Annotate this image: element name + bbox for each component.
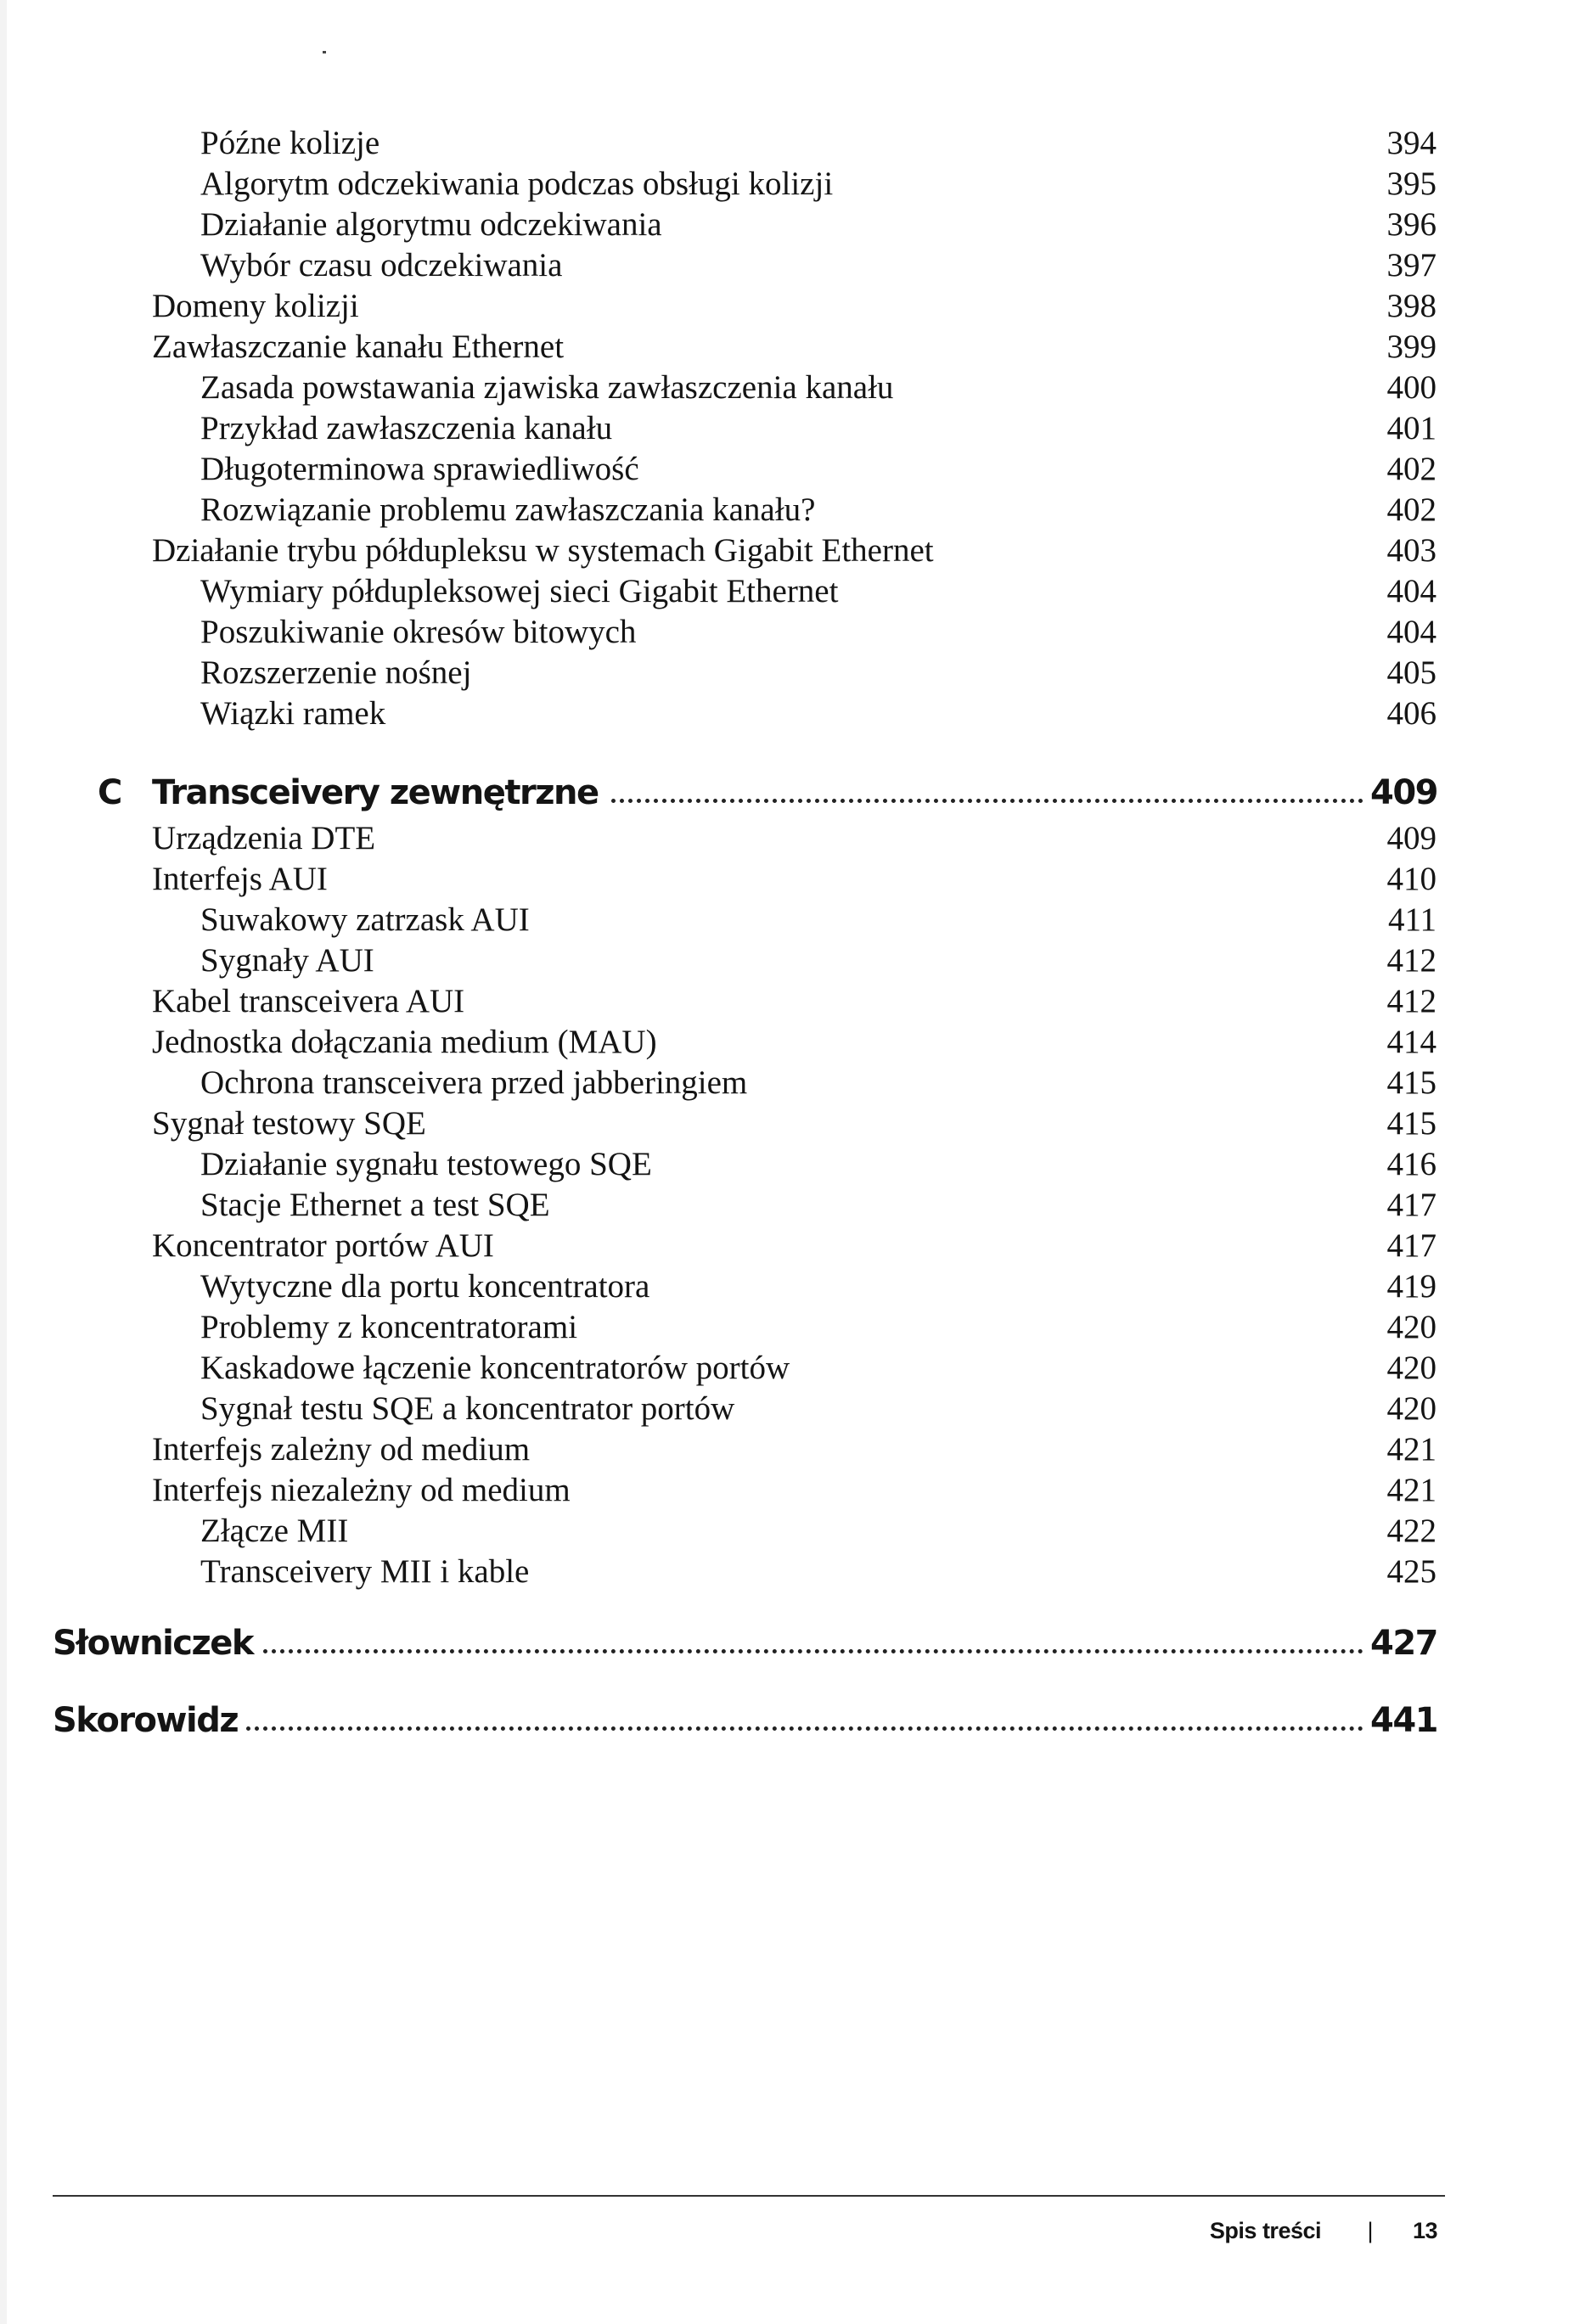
footer-page-number: 13 [1412,2218,1437,2243]
toc-entry-title: Interfejs AUI [152,861,328,897]
toc-entry[interactable] [0,368,1580,408]
toc-entry-title: Zasada powstawania zjawiska zawłaszczenia kanału [200,369,894,406]
toc-entry-page: 404 [1386,614,1437,650]
heading-skorowidz[interactable] [0,1697,1580,1744]
toc-entry-page: 396 [1386,206,1437,243]
toc-entry-title: Sygnały AUI [200,942,374,979]
chapter-page: 409 [1365,769,1437,817]
toc-entry-page: 397 [1386,247,1437,283]
toc-entry-title: Działanie trybu półdupleksu w systemach Gigabit Ethernet [152,532,934,569]
dot-leader [509,794,1397,803]
toc-entry-title: Urządzenia DTE [152,820,376,856]
toc-entry[interactable] [0,1063,1580,1103]
toc-entry-page: 402 [1386,451,1437,487]
toc-entry[interactable] [0,859,1580,900]
toc-entry-page: 411 [1387,901,1437,938]
toc-entry[interactable] [0,1348,1580,1389]
toc-entry-title: Suwakowy zatrzask AUI [200,901,530,938]
toc-entry-page: 403 [1386,532,1437,569]
toc-entry-page: 405 [1386,654,1437,691]
toc-entry-page: 417 [1386,1227,1437,1264]
toc-entry[interactable] [0,1022,1580,1063]
toc-entry-page: 420 [1386,1309,1437,1345]
toc-entry-title: Algorytm odczekiwania podczas obsługi kolizji [200,166,834,202]
toc-entry[interactable] [0,981,1580,1022]
toc-entry[interactable] [0,1144,1580,1185]
toc-entry[interactable] [0,693,1580,734]
toc-entry[interactable] [0,245,1580,286]
toc-entry[interactable] [0,408,1580,449]
footer-section-title: Spis treści [1209,2218,1321,2243]
toc-entry[interactable] [0,1185,1580,1226]
toc-entry-title: Wytyczne dla portu koncentratora [200,1268,650,1305]
toc-entry-page: 402 [1386,491,1437,528]
toc-entry-title: Rozszerzenie nośnej [200,654,472,691]
toc-entry[interactable] [0,1103,1580,1144]
toc-entry-page: 414 [1386,1024,1437,1060]
toc-entry-page: 420 [1386,1350,1437,1386]
toc-entry[interactable] [0,1511,1580,1552]
toc-entry-page: 401 [1386,410,1437,446]
toc-entry-title: Długoterminowa sprawiedliwość [200,451,639,487]
toc-entry-page: 422 [1386,1513,1437,1549]
toc-entry-page: 415 [1386,1105,1437,1142]
toc-entry[interactable] [0,1552,1580,1592]
toc-entry-title: Przykład zawłaszczenia kanału [200,410,613,446]
toc-entry[interactable] [0,1266,1580,1307]
toc-entry[interactable] [0,530,1580,571]
toc-entry[interactable] [0,1470,1580,1511]
chapter-heading-c[interactable] [0,769,1580,817]
toc-entry-page: 412 [1386,942,1437,979]
heading-slowniczek[interactable] [0,1620,1580,1667]
toc-entry[interactable] [0,818,1580,859]
toc-entry[interactable] [0,1307,1580,1348]
scan-mark [323,51,326,53]
toc-entry-title: Problemy z koncentratorami [200,1309,578,1345]
toc-entry[interactable] [0,327,1580,368]
toc-entry-page: 398 [1386,288,1437,324]
toc-entry-title: Późne kolizje [200,125,380,161]
dot-leader [238,1721,1397,1731]
toc-entry-page: 395 [1386,166,1437,202]
toc-entry[interactable] [0,1226,1580,1266]
chapter-title: Transceivery zewnętrzne [152,769,607,817]
toc-entry[interactable] [0,490,1580,530]
toc-entry-page: 409 [1386,820,1437,856]
toc-entry[interactable] [0,653,1580,693]
toc-entry-title: Sygnał testowy SQE [152,1105,426,1142]
toc-entry-page: 416 [1386,1146,1437,1182]
slowniczek-page: 427 [1365,1620,1437,1667]
toc-entry-title: Stacje Ethernet a test SQE [200,1187,550,1223]
toc-entry-page: 415 [1386,1064,1437,1101]
toc-entry[interactable] [0,449,1580,490]
toc-entry-page: 417 [1386,1187,1437,1223]
toc-entry-title: Transceivery MII i kable [200,1553,530,1590]
toc-entry[interactable] [0,940,1580,981]
toc-entry-page: 410 [1386,861,1437,897]
toc-entry-title: Interfejs zależny od medium [152,1431,531,1468]
toc-entry-title: Złącze MII [200,1513,349,1549]
toc-entry[interactable] [0,286,1580,327]
toc-entry-title: Kaskadowe łączenie koncentratorów portów [200,1350,790,1386]
toc-entry[interactable] [0,612,1580,653]
toc-entry[interactable] [0,164,1580,205]
toc-entry-page: 406 [1386,695,1437,732]
toc-entry-title: Wiązki ramek [200,695,386,732]
toc-entry-title: Domeny kolizji [152,288,359,324]
toc-entry-title: Działanie sygnału testowego SQE [200,1146,652,1182]
toc-entry[interactable] [0,900,1580,940]
toc-entry-page: 399 [1386,328,1437,365]
toc-entry[interactable] [0,1429,1580,1470]
toc-entry-title: Wymiary półdupleksowej sieci Gigabit Ethernet [200,573,839,609]
toc-entry-page: 419 [1386,1268,1437,1305]
toc-entry-title: Wybór czasu odczekiwania [200,247,563,283]
skorowidz-page: 441 [1365,1697,1437,1744]
toc-entry-page: 412 [1386,983,1437,1019]
slowniczek-title: Słowniczek [53,1620,261,1667]
toc-entry-title: Koncentrator portów AUI [152,1227,494,1264]
toc-entry-page: 400 [1386,369,1437,406]
toc-entry-title: Poszukiwanie okresów bitowych [200,614,637,650]
toc-entry-page: 425 [1386,1553,1437,1590]
footer-separator: | [1367,2218,1373,2243]
toc-entry[interactable] [0,1389,1580,1429]
skorowidz-title: Skorowidz [53,1697,246,1744]
toc-entry-page: 404 [1386,573,1437,609]
footer-rule [53,2195,1445,2197]
toc-entry-title: Kabel transceivera AUI [152,983,465,1019]
toc-entry-title: Sygnał testu SQE a koncentrator portów [200,1390,735,1427]
toc-entry-page: 421 [1386,1472,1437,1508]
toc-entry-title: Działanie algorytmu odczekiwania [200,206,662,243]
toc-entry-title: Interfejs niezależny od medium [152,1472,571,1508]
toc-entry-title: Rozwiązanie problemu zawłaszczania kanału? [200,491,816,528]
chapter-letter: C [98,773,121,812]
toc-entry-page: 421 [1386,1431,1437,1468]
toc-entry-page: 420 [1386,1390,1437,1427]
dot-leader [238,1644,1397,1653]
toc-entry-page: 394 [1386,125,1437,161]
toc-entry-title: Zawłaszczanie kanału Ethernet [152,328,565,365]
toc-entry-title: Jednostka dołączania medium (MAU) [152,1024,657,1060]
toc-entry[interactable] [0,571,1580,612]
toc-entry-title: Ochrona transceivera przed jabberingiem [200,1064,748,1101]
toc-entry[interactable] [0,123,1580,164]
toc-entry[interactable] [0,205,1580,245]
